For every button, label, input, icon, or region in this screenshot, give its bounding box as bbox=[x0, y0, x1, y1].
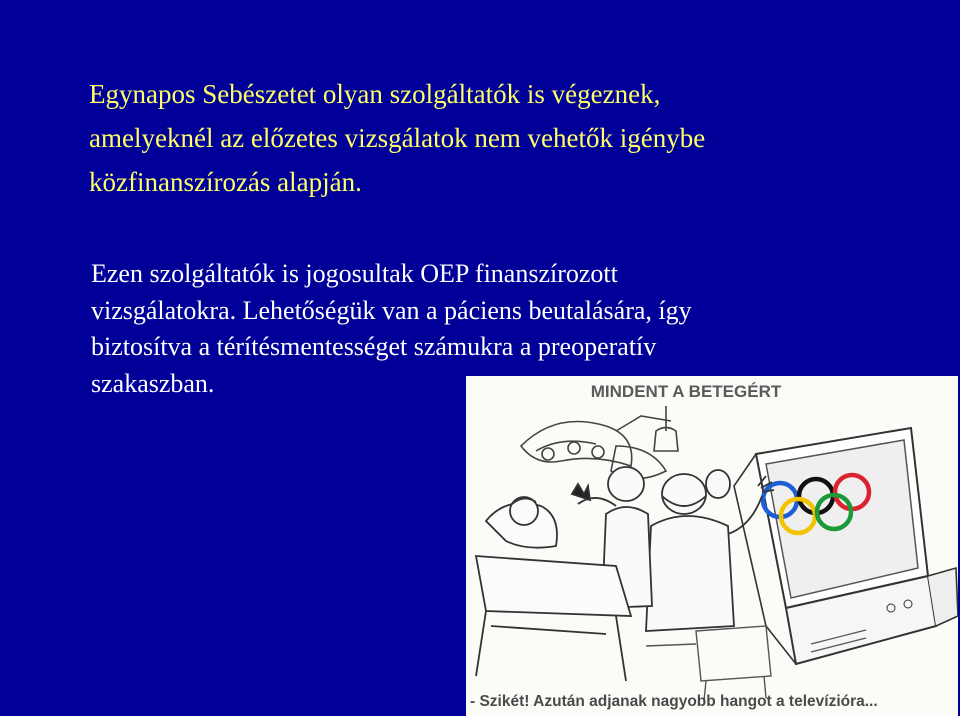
oep-line-1: Ezen szolgáltatók is jogosultak OEP finanszírozott bbox=[91, 259, 618, 288]
operating-lamp-icon bbox=[521, 406, 678, 479]
intro-line-1: Egynapos Sebészetet olyan szolgáltatók is végeznek, bbox=[89, 79, 661, 109]
cartoon-title: MINDENT A BETEGÉRT bbox=[590, 382, 782, 401]
cartoon-drawing bbox=[466, 376, 958, 716]
oep-line-3: biztosítva a térítésmentességet számukra a preoperatív bbox=[91, 332, 657, 361]
intro-line-3: közfinanszírozás alapján. bbox=[89, 167, 362, 197]
intro-paragraph bbox=[89, 72, 869, 204]
television-icon bbox=[734, 428, 958, 664]
oep-line-4: szakaszban. bbox=[91, 368, 215, 398]
cartoon-caption: - Szikét! Azután adjanak nagyobb hangot a televízióra... bbox=[470, 693, 878, 710]
oep-line-2: vizsgálatokra. Lehetőségük van a páciens beutalására, így bbox=[91, 295, 692, 325]
intro-line-2: amelyeknél az előzetes vizsgálatok nem vehetők igénybe bbox=[89, 123, 706, 153]
instrument-trolley-icon bbox=[646, 626, 771, 701]
surgery-cartoon bbox=[466, 376, 958, 716]
